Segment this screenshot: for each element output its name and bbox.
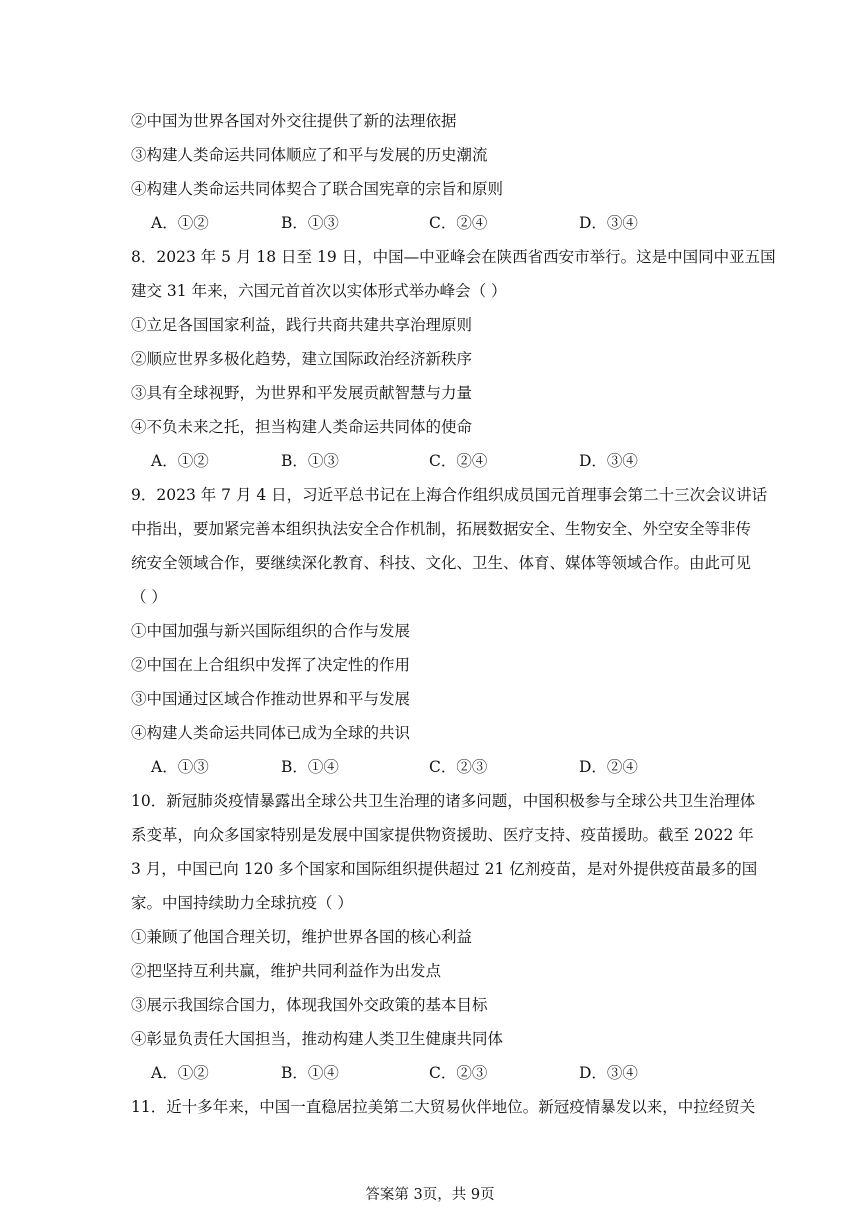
q9-item-2: ②中国在上合组织中发挥了决定性的作用 — [131, 656, 411, 674]
q9-option-d: D．②④ — [579, 758, 638, 776]
q8-item-1: ①立足各国国家利益，践行共商共建共享治理原则 — [131, 316, 473, 334]
q9-item-1: ①中国加强与新兴国际组织的合作与发展 — [131, 622, 411, 640]
q7-option-c: C．②④ — [429, 214, 488, 232]
q7-option-a: A．①② — [151, 214, 209, 232]
q9-item-4: ④构建人类命运共同体已成为全球的共识 — [131, 724, 411, 742]
q9-option-a: A．①③ — [151, 758, 209, 776]
q9-option-b: B．①④ — [281, 758, 339, 776]
q7-options — [131, 213, 731, 233]
q8-stem-line-2: 建交 31 年来，六国元首首次以实体形式举办峰会（ ） — [131, 282, 507, 300]
q10-option-a: A．①② — [151, 1064, 209, 1082]
page-footer: 答案第 3页，共 9页 — [365, 1187, 495, 1203]
q10-option-b: B．①④ — [281, 1064, 339, 1082]
q7-item-2: ②中国为世界各国对外交往提供了新的法理依据 — [131, 112, 457, 130]
q8-option-c: C．②④ — [429, 452, 488, 470]
q10-stem-line-4: 家。中国持续助力全球抗疫（ ） — [131, 894, 353, 912]
q10-stem-line-1: 10．新冠肺炎疫情暴露出全球公共卫生治理的诸多问题，中国积极参与全球公共卫生治理体 — [131, 792, 756, 810]
q10-option-d: D．③④ — [579, 1064, 638, 1082]
q9-option-c: C．②③ — [429, 758, 488, 776]
q8-item-4: ④不负未来之托，担当构建人类命运共同体的使命 — [131, 418, 473, 436]
q8-option-b: B．①③ — [281, 452, 339, 470]
q10-options — [131, 1063, 731, 1083]
q10-item-1: ①兼顾了他国合理关切，维护世界各国的核心利益 — [131, 928, 473, 946]
q9-stem-line-3: 统安全领域合作，要继续深化教育、科技、文化、卫生、体育、媒体等领域合作。由此可见 — [131, 554, 752, 572]
q10-item-2: ②把坚持互利共赢，维护共同利益作为出发点 — [131, 962, 442, 980]
q10-item-4: ④彰显负责任大国担当，推动构建人类卫生健康共同体 — [131, 1030, 504, 1048]
q9-stem-line-4: （ ） — [131, 588, 167, 606]
q7-option-b: B．①③ — [281, 214, 339, 232]
q10-stem-line-2: 系变革，向众多国家特别是发展中国家提供物资援助、医疗支持、疫苗援助。截至 2022 年 — [131, 826, 754, 844]
q10-stem-line-3: 3 月，中国已向 120 多个国家和国际组织提供超过 21 亿剂疫苗，是对外提供疫苗最多的国 — [131, 860, 758, 878]
q9-options — [131, 757, 731, 777]
q10-item-3: ③展示我国综合国力，体现我国外交政策的基本目标 — [131, 996, 488, 1014]
q7-option-d: D．③④ — [579, 214, 638, 232]
q8-option-a: A．①② — [151, 452, 209, 470]
q8-option-d: D．③④ — [579, 452, 638, 470]
q8-stem-line-1: 8．2023 年 5 月 18 日至 19 日，中国—中亚峰会在陕西省西安市举行。这是中国同中亚五国 — [131, 248, 776, 266]
q10-option-c: C．②③ — [429, 1064, 488, 1082]
q7-item-3: ③构建人类命运共同体顺应了和平与发展的历史潮流 — [131, 146, 488, 164]
q8-item-2: ②顺应世界多极化趋势，建立国际政治经济新秩序 — [131, 350, 473, 368]
q7-item-4: ④构建人类命运共同体契合了联合国宪章的宗旨和原则 — [131, 180, 504, 198]
q9-stem-line-1: 9．2023 年 7 月 4 日，习近平总书记在上海合作组织成员国元首理事会第二十三次会议讲话 — [131, 486, 768, 504]
q8-options — [131, 451, 731, 471]
q9-stem-line-2: 中指出，要加紧完善本组织执法安全合作机制，拓展数据安全、生物安全、外空安全等非传 — [131, 520, 752, 538]
q9-item-3: ③中国通过区域合作推动世界和平与发展 — [131, 690, 411, 708]
q11-stem-line-1: 11．近十多年来，中国一直稳居拉美第二大贸易伙伴地位。新冠疫情暴发以来，中拉经贸关 — [131, 1098, 756, 1116]
q8-item-3: ③具有全球视野，为世界和平发展贡献智慧与力量 — [131, 384, 473, 402]
